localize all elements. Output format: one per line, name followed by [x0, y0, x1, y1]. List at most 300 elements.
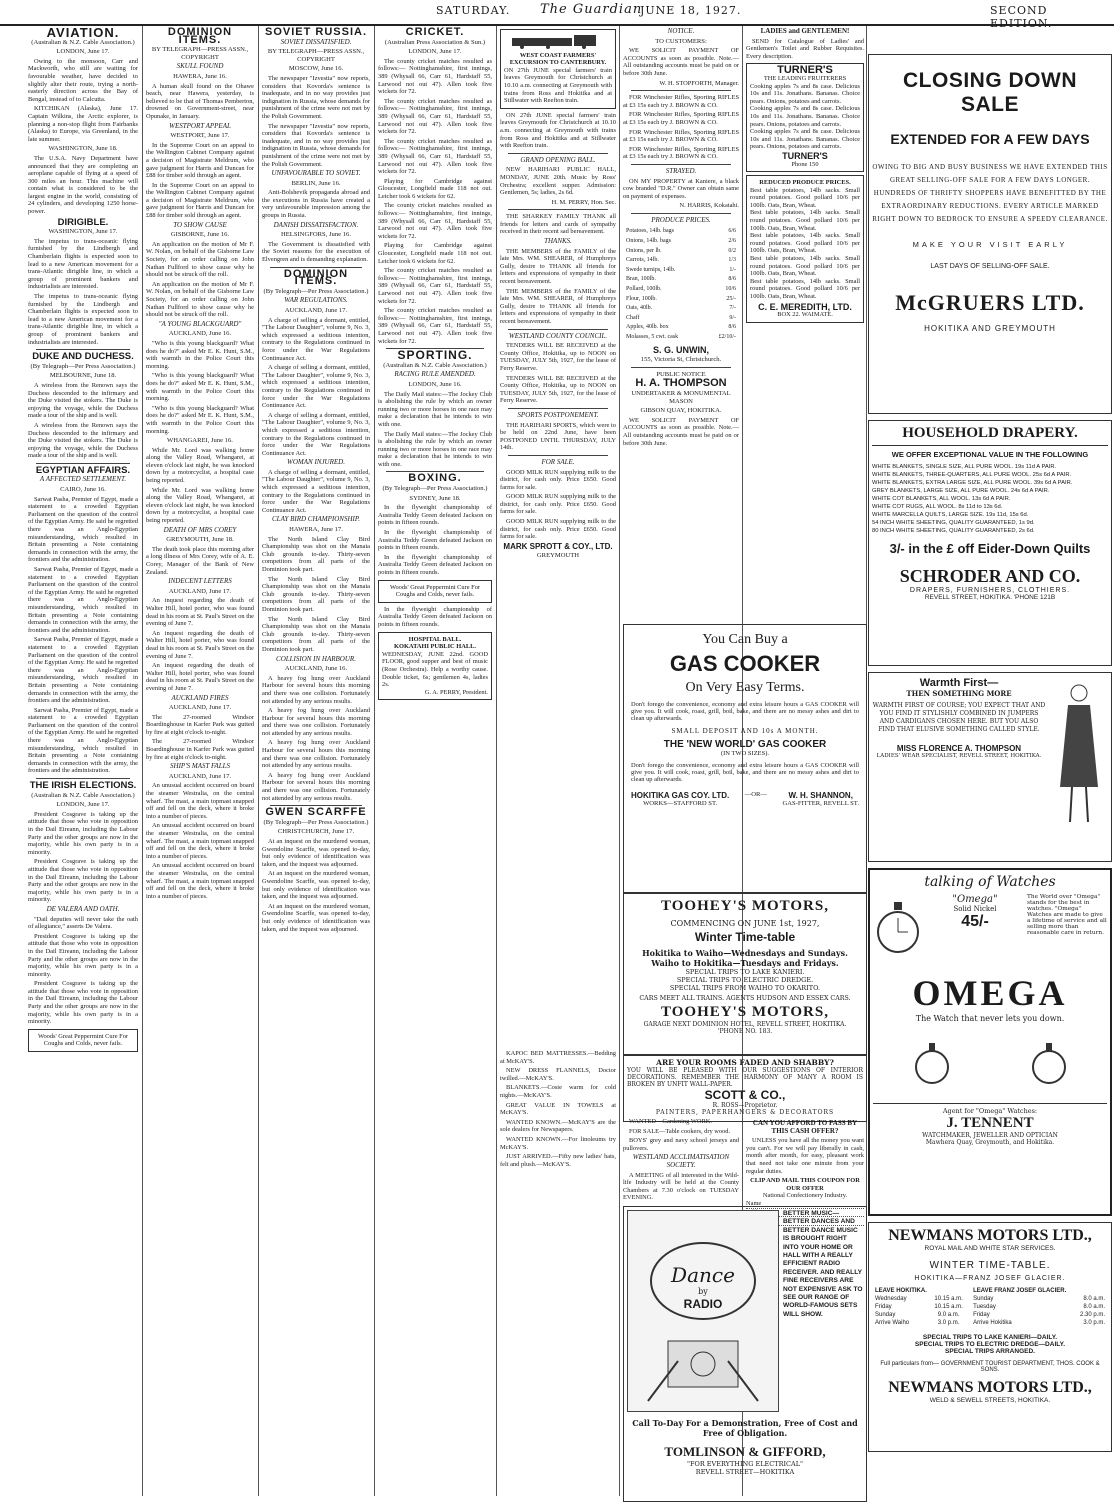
toohey-title: TOOHEY'S MOTORS,	[661, 898, 829, 914]
closing-visit: MAKE YOUR VISIT EARLY	[912, 240, 1068, 249]
strayed-signature: N. HARRIS, Kokatahi.	[679, 202, 739, 210]
gas-body: Don't forego the convenience, economy and extra leisure hours a GAS COOKER will give you. It will cook, roast, grill, boil, bake, and there are no messy ashes and dirt to clean up afterwards.	[631, 701, 859, 722]
toohey-garage: GARAGE NEXT DOMINION HOTEL, REVELL STREET, HOKITIKA.	[643, 1021, 847, 1028]
article-paragraph: A MEETING of all interested in the Wild-life Industry will be held at the County Chambers at 7.30 o'clock on TUESDAY EVENING.	[623, 1171, 739, 1202]
article-paragraph: THE MEMBERS of the FAMILY of the late Mrs. WM. SHEARER, of Humphreys Gully, desire to THANK all friends for letters and expressions of sympathy in their recent bereavement.	[500, 287, 616, 325]
column-mckay	[500, 1050, 616, 1210]
gas-model-sub: (IN TWO SIZES).	[720, 750, 770, 757]
dateline: CAIRO, June 16.	[60, 486, 106, 494]
article-paragraph: A charge of selling a dormant, entitled, "The Labour Daughter", volume 9, No. 3, which expressed a seditious intention, contrary to the Regulations continued in force under the War Regulations Continuance Act.	[262, 468, 370, 514]
turners-phone: Phone 150	[791, 160, 819, 168]
article-paragraph: FOR Winchester Rifles, Sporting RIFLES at £3 15s each try J. BROWN & CO.	[623, 94, 739, 109]
subheading: WESTPORT APPEAL	[169, 121, 231, 130]
tennent-address: Mawhera Quay, Greymouth, and Hokitika.	[925, 1139, 1055, 1146]
dateline: GREYMOUTH, June 18.	[166, 536, 234, 544]
article-paragraph: A charge of selling a dormant, entitled, "The Labour Daughter", volume 9, No. 3, which expressed a seditious intention, contrary to the Regulations continued in force under the War Regulations Continuance Act.	[262, 411, 370, 457]
article-paragraph: UNLESS you have all the money you want you can't. For we will pay liberally in cash, month after month, for easy, pleasant work that need not take one minute from your regular duties.	[746, 1137, 864, 1175]
article-paragraph: The impetus to trans-oceanic flying furnished by the Lindbergh and Chamberlain flights is expected soon to lead to a new American movement for a trans-Atlantic dirigible line, in which a group of prominent bankers and industrialists are interested.	[28, 237, 138, 291]
article-paragraph: The county cricket matches resulted as follows:— Nottinghamshire, first innings, 389 (Whysall 66, Carr 61, Hardstaff 55, Larwood not out 47). Allen took five wickets for 72.	[378, 202, 492, 240]
meredith-name: C. E. MEREDITH, LTD.	[758, 301, 852, 312]
subheading: RACING RULE AMENDED.	[394, 370, 476, 379]
subheading: UNFAVOURABLE TO SOVIET.	[271, 169, 361, 178]
article-paragraph: Sarwat Pasha, Premier of Egypt, made a statement to a crowded Egyptian Parliament on the question of the control of the Egyptian Army. He said he regretted there was an Anglo-Egyptian misunderstanding, which resulted in Britain presenting a Note containing demands in connection with the army, the frontiers and the administration.	[28, 706, 138, 775]
toohey-special-2: SPECIAL TRIPS TO ELECTRIC DREDGE.	[676, 976, 814, 984]
aviation-heading: AVIATION.	[46, 25, 120, 40]
article-paragraph: WANTED KNOWN.—McKAY'S are the sole dealers for Newspapers.	[500, 1118, 616, 1134]
article-paragraph: NEW DRESS FLANNELS, Doctor twilled.—McKAY'S.	[500, 1067, 616, 1082]
article-paragraph: Anti-Bolshevik propaganda abroad and the executions in Russia have created a very unfavourable impression among the groups in Russia.	[262, 189, 370, 220]
article-paragraph: The North Island Clay Bird Championship was shot on the Manaia Club grounds to-day. Thirty-seven competitors from all parts of the Dominion took part.	[262, 615, 370, 653]
closing-title: CLOSING DOWN SALE	[903, 69, 1077, 116]
drapery-title: HOUSEHOLD DRAPERY.	[872, 425, 1108, 446]
dateline: HAWERA, June 17.	[289, 526, 343, 534]
article-paragraph: THE SHARKEY FAMILY THANK all friends for letters and cards of sympathy received in their recent sad bereavement.	[500, 213, 616, 236]
article-paragraph: In the flyweight championship of Australia Teddy Green defeated Jackson on points in fifteen rounds.	[378, 529, 492, 552]
scott-name: SCOTT & CO.,	[704, 1088, 786, 1102]
article-paragraph: GOOD MILK RUN supplying milk to the district, for cash only. Price £650. Good farms for sale.	[500, 468, 616, 491]
closing-last: LAST DAYS OF SELLING-OFF SALE.	[930, 263, 1050, 270]
newmans-address: WELD & SEWELL STREETS, HOKITIKA.	[929, 1397, 1051, 1404]
toohey-special-1: SPECIAL TRIPS TO LAKE KANIERI.	[685, 968, 805, 976]
article-paragraph: President Cosgrave is taking up the attitude that those who vote in opposition in the Dail Eireann, including the Labour Party and the other groups are now in the majority, while his own party is in a minority.	[28, 980, 138, 1026]
public-notice-label: PUBLIC NOTICE	[656, 370, 706, 378]
article-paragraph: "Who is this young blackguard? What does he do?" asked Mr E. K. Hunt, S.M., with warmth in the Police Court this morning.	[146, 339, 254, 370]
gas-line-2: GAS COOKER	[669, 651, 821, 676]
dateline: CHRISTCHURCH, June 17.	[277, 828, 355, 836]
reduced-prices-ad	[746, 175, 864, 323]
article-paragraph: KITCHIKAN (Alaska), June 17. Captain Wilkins, the Arctic explorer, is planning a non-stop flight from Fairbanks (Alaska) to Europe, via Greenland, in the late summer.	[28, 105, 138, 143]
article-paragraph: A heavy fog hung over Auckland Harbour for several hours this morning and there was one collision. Fortunately not attended by any serious results.	[262, 771, 370, 802]
dominion-heading-2: DOMINION ITEMS.	[283, 267, 349, 288]
mcgruers-name: McGRUERS LTD.	[895, 290, 1085, 315]
article-paragraph: In the flyweight championship of Australia Teddy Green defeated Jackson on points in fifteen rounds.	[378, 504, 492, 527]
schroder-name: SCHRODER AND CO.	[899, 566, 1081, 586]
article-paragraph: Owing to the monsoon, Carr and Mackworth, who still are waiting for favourable weather, have decided to slightly alter their route, trying a north-easterly direction across the Bay of Bengal, instead of to Calcutta.	[28, 57, 138, 103]
notice-heading: NOTICE.	[667, 27, 695, 35]
article-paragraph: GREAT VALUE IN TOWELS at McKAY'S.	[500, 1101, 616, 1117]
article-paragraph: ON 27th JUNE special farmers' train leaves Greymouth for Christchurch at 10.10 a.m. connecting at Greymouth with trains from Ross and Hokitika and at Stillwater with Reefton train.	[500, 111, 616, 150]
article-paragraph: In the Supreme Court on an appeal to the Wellington Cabinet Company against a decision of Magistrate Meldrum, who gave judgment for Harris and Duncan for £88 for timber sold through an agent.	[146, 181, 254, 220]
column-sport	[378, 26, 492, 1496]
thompson-shop-name: MISS FLORENCE A. THOMPSON	[896, 744, 1022, 753]
newmans-special-3: SPECIAL TRIPS ARRANGED.	[945, 1348, 1035, 1355]
gas-deposit: SMALL DEPOSIT AND 10s A MONTH.	[671, 727, 819, 735]
pocket-watch-icon	[912, 1033, 952, 1093]
omega-brand-small: "Omega"	[952, 894, 998, 905]
turners-list: Cooking apples 7s and 8s case. Delicious 10s and 11s. Jonathans. Bananas. Choice pears. Onions, potatoes and carrots.	[750, 128, 860, 151]
excursion-ad	[500, 29, 616, 109]
notice-to: TO CUSTOMERS:	[655, 37, 707, 45]
thanks-heading: THANKS.	[544, 237, 572, 246]
scott-trades: PAINTERS, PAPERHANGERS & DECORATORS	[655, 1109, 835, 1116]
radio-firm-sub: "FOR EVERYTHING ELECTRICAL"	[686, 1460, 804, 1468]
article-paragraph: The county cricket matches resulted as follows:— Nottinghamshire, first innings, 389 (Whysall 66, Carr 61, Hardstaff 55, Larwood not out 47). Allen took five wickets for 72.	[378, 307, 492, 345]
ball-title: HOSPITAL BALL.	[408, 635, 462, 643]
closing-body: OWING TO BIG AND BUSY BUSINESS WE HAVE EXTENDED THIS GREAT SELLING-OFF SALE FOR A FEW DAYS LONGER. HUNDREDS OF THRIFTY SHOPPERS HAVE BENEFITTED BY THE EXTRAORDINARY REDUCTIONS. EVERY ARTICLE MARKED RIGHT DOWN TO BEDROCK TO ENSURE A SPEEDY CLEARANCE.	[872, 163, 1108, 223]
dateline: LONDON, June 17.	[56, 801, 110, 809]
subheading: CLAY BIRD CHAMPIONSHIP.	[272, 515, 360, 524]
blanket-item: WHITE BLANKETS, EXTRA LARGE SIZE, ALL PURE WOOL. 39s 6d A PAIR.	[872, 480, 1073, 486]
article-paragraph: ON MY PROPERTY at Kaniere, a black cow branded "D.R." Owner can obtain same on payment of expenses.	[623, 177, 739, 200]
dateline: LONDON, June 17.	[56, 48, 110, 56]
sports-heading: SPORTS POSTPONEMENT.	[517, 410, 599, 419]
gas-fitter-sub: GAS-FITTER, REVELL ST.	[782, 800, 859, 807]
schroder-address: REVELL STREET, HOKITIKA. 'PHONE 121B	[924, 594, 1056, 601]
coupon-company: National Confectionery Industry.	[762, 1192, 848, 1200]
article-paragraph: GOOD MILK RUN supplying milk to the district, for cash only. Price £650. Good farms for sale.	[500, 493, 616, 516]
article-paragraph: The Government is dissatisfied with the Soviet reasons for the execution of Elvengren and is demanding explanation.	[262, 240, 370, 264]
article-paragraph: The impetus to trans-oceanic flying furnished by the Lindbergh and Chamberlain flights is expected soon to lead to a new American movement for a trans-Atlantic dirigible line, in which a group of prominent bankers and industrialists are interested.	[28, 293, 138, 346]
council-heading: WESTLAND COUNTY COUNCIL.	[508, 331, 608, 340]
article-paragraph: An unusual accident occurred on board the steamer Westralia, on the central wharf. The mast, a main topmast snapped off and fell on the deck, where it broke into a number of pieces.	[146, 782, 254, 820]
column-notices-2	[623, 26, 739, 646]
radio-word: RADIO	[683, 1297, 723, 1311]
blanket-item: WHITE COT RUGS, ALL WOOL. 8s 11d to 13s 6d.	[872, 504, 1003, 510]
article-paragraph: Playing for Cambridge against Gloucester, Longfield made 118 not out. Letcher took 6 wickets for 62.	[378, 177, 492, 200]
subheading: "A YOUNG BLACKGUARD"	[158, 319, 242, 328]
subheading: INDECENT LETTERS	[168, 577, 232, 586]
peppermint-cure-ad: Woods' Great Peppermint Cure For Coughs and Colds, never fails.	[378, 580, 492, 603]
blanket-item: 80 INCH WHITE SHEETING, QUALITY GUARANTEED, 2s 6d.	[872, 528, 1035, 534]
article-paragraph: TENDERS WILL BE RECEIVED at the County Office, Hokitika, up to NOON on TUESDAY, JULY 5th, 1927, for the lease of Ferry Reserve.	[500, 374, 616, 405]
subheading: DEATH OF MRS COREY	[163, 525, 237, 534]
newmans-sub: ROYAL MAIL AND WHITE STAR SERVICES.	[924, 1245, 1056, 1252]
dateline: AUCKLAND, June 17.	[168, 587, 232, 595]
dateline: LONDON, June 17.	[408, 48, 462, 56]
article-paragraph: The North Island Clay Bird Championship was shot on the Manaia Club grounds to-day. Thirty-seven competitors from all parts of the Dominion took part.	[262, 535, 370, 573]
newmans-winter: WINTER TIME-TABLE.	[929, 1260, 1051, 1271]
dateline: HAWERA, June 16.	[173, 72, 227, 80]
coupon-cut: CLIP AND MAIL THIS COUPON FOR OUR OFFER	[750, 1177, 860, 1192]
produce-heading: PRODUCE PRICES.	[651, 215, 711, 224]
article-paragraph: In the flyweight championship of Australia Teddy Green defeated Jackson on points in fifteen rounds.	[378, 553, 492, 576]
dateline: LONDON, June 16.	[408, 380, 462, 388]
article-paragraph: An application on the motion of Mr F. W. Nolan, on behalf of the Gisborne Law Society, for an order calling on John Nathan Fullford to show cause why he should not be struck off the roll.	[146, 240, 254, 279]
tennent-trade: WATCHMAKER, JEWELLER AND OPTICIAN	[922, 1132, 1058, 1139]
article-paragraph: An unusual accident occurred on board the steamer Westralia, on the central wharf. The mast, a main topmast snapped off and fell on the deck, where it broke into a number of pieces.	[146, 862, 254, 900]
omega-headline: talking of Watches	[924, 874, 1056, 890]
article-paragraph: BOYS' grey and navy school jerseys and pullovers.	[623, 1137, 739, 1152]
newmans-name: NEWMANS MOTORS LTD.,	[888, 1227, 1092, 1244]
issue-date: JUNE 18, 1927.	[640, 4, 742, 17]
article-paragraph: A heavy fog hung over Auckland Harbour for several hours this morning and there was one collision. Fortunately not attended by any serious results.	[262, 674, 370, 705]
blanket-item: GREY BLANKETS, LARGE SIZE, ALL PURE WOOL. 24s 6d A PAIR.	[872, 488, 1050, 494]
sprott-name: MARK SPROTT & COY., LTD.	[503, 541, 613, 551]
dateline: WESTPORT, June 17.	[170, 132, 230, 140]
article-paragraph: An unusual accident occurred on board the steamer Westralia, on the central wharf. The mast, a main topmast snapped off and fell on the deck, where it broke into a number of pieces.	[146, 822, 254, 860]
toohey-phone: 'PHONE NO. 183.	[717, 1028, 773, 1035]
radio-side-text: BETTER MUSIC—BETTER DANCES AND BETTER DANCE MUSIC IS BROUGHT RIGHT INTO YOUR HOME OR HALL WITH A REALLY EFFICIENT RADIO RECEIVER. AND REALLY FINE RECEIVERS ARE NOT EXPENSIVE ASK TO SEE OUR RANGE OF WORLD-FAMOUS SETS WILL SHOW.	[783, 1210, 863, 1318]
eiderdown-offer: 3/- in the £ off Eider-Down Quilts	[889, 541, 1091, 556]
subheading: AUCKLAND FIRES	[171, 693, 229, 702]
article-paragraph: An inquest regarding the death of Walter Hill, hotel porter, who was found dead in his room at St. Paul's Street on the evening of June 7.	[146, 629, 255, 660]
dominion-heading: DOMINION ITEMS.	[167, 26, 233, 46]
article-paragraph: JUST ARRIVED.—Fifty new ladies' hats, felt and plush.—McKAY'S.	[500, 1153, 616, 1168]
turners-title-footer: TURNER'S	[782, 150, 828, 161]
reduced-body: Best table potatoes, 14lb sacks. Small round potatoes. Good pollard 10/6 per 100lb. Oats, Bran, Wheat.	[750, 209, 860, 232]
newmans-timetable: LEAVE HOKITIKA. LEAVE FRANZ JOSEF GLACIER. Wednesday 10.15 a.m. Sunday 8.0 a.m. Friday 10.15 a.m. Tuesday 8.0 a.m. Sunday 9.0 a.m. Friday 2.30 p.m. Arrive Waiho 3.0 p.m. Arrive Hokitika 3.0 p.m.	[875, 1288, 1105, 1326]
warmth-body: WARMTH FIRST OF COURSE; YOU EXPECT THAT AND YOU FIND IT STYLISHLY COMBINED IN JUMPERS AND CARDIGANS CHOSEN HERE. BUT YOU ALSO FIND THAT ELUSIVE SOMETHING CALLED STYLE.	[872, 702, 1046, 733]
newmans-special-2: SPECIAL TRIPS TO ELECTRIC DREDGE—DAILY.	[914, 1341, 1066, 1348]
toohey-motors-ad	[623, 892, 867, 1056]
egypt-subheading: A AFFECTED SETTLEMENT.	[39, 475, 127, 484]
article-paragraph: TENDERS WILL BE RECEIVED at the County Office, Hokitika, up to NOON on TUESDAY, JULY 5th, 1927, for the lease of Ferry Reserve.	[500, 342, 616, 372]
dirigible-heading: DIRIGIBLE.	[57, 216, 109, 228]
article-paragraph: WE SOLICIT PAYMENT OF ACCOUNTS as soon as possible. Note.—All outstanding accounts must be paid on or before 30th June.	[623, 416, 739, 447]
article-paragraph: The U.S.A. Navy Department have announced that they are completing an aeroplane capable of flying at a speed of 300 miles an hour. This machine will contain what is considered to be the largest engine in the world, consisting of 24 cylinders, and developing 1250 horse-power.	[28, 154, 138, 216]
dateline: MELBOURNE, June 18.	[49, 372, 117, 380]
article-paragraph: NEW HARIHARI PUBLIC HALL, MONDAY, JUNE 20th. Music by Ross' Orchestra; excellent supper. Admission: Gentlemen, 5s; ladies, 2s 6d.	[500, 166, 616, 197]
source-line: (Australian & N.Z. Cable Association.)	[31, 791, 135, 799]
toohey-timetable: Winter Time-table	[694, 930, 796, 944]
radio-firm-address: REVELL STREET—HOKITIKA	[695, 1468, 795, 1476]
soviet-heading: SOVIET RUSSIA.	[264, 26, 368, 38]
dateline: BERLIN, June 16.	[291, 179, 341, 187]
source-line: (By Telegraph—Per Press Association.)	[382, 485, 488, 493]
toohey-special-3: SPECIAL TRIPS FROM WAIHO TO OKARITO.	[669, 984, 821, 992]
source-line: BY TELEGRAPH—PRESS ASSN., COPYRIGHT	[267, 48, 365, 63]
article-paragraph: Sarwat Pasha, Premier of Egypt, made a statement to a crowded Egyptian Parliament on the question of the control of the Egyptian Army. He said he regretted there was an Anglo-Egyptian misunderstanding, which resulted in Britain presenting a Note containing demands in connection with the army, the frontiers and the administration.	[28, 495, 138, 564]
tennent-name: J. TENNENT	[946, 1115, 1034, 1131]
dancers-illustration-icon	[628, 1211, 778, 1411]
article-paragraph: THE HARIHARI SPORTS, which were to be held on 22nd June, have been POSTPONED UNTIL THURSDAY, JULY 14th.	[500, 421, 616, 452]
strayed-heading: STRAYED.	[665, 166, 697, 175]
warmth-first-ad	[868, 672, 1112, 862]
dateline: AUCKLAND, June 16.	[284, 665, 348, 673]
column-notices-3	[746, 26, 864, 646]
gas-line-1: You Can Buy a	[702, 632, 788, 647]
blanket-item: WHITE COT BLANKETS, ALL WOOL. 13s 6d A PAIR.	[872, 496, 1011, 502]
sprott-town: GREYMOUTH	[536, 552, 580, 560]
blanket-item: WHITE MARCELLA QUILTS, LARGE SIZE. 19s 11d, 15s 6d.	[872, 512, 1029, 518]
duke-heading: DUKE AND DUCHESS.	[32, 351, 134, 363]
dateline: WASHINGTON, June 18.	[48, 145, 118, 153]
article-paragraph: FOR Winchester Rifles, Sporting RIFLES at £3 15s each try J. BROWN & CO.	[623, 111, 739, 126]
warmth-sub: THEN SOMETHING MORE	[906, 689, 1012, 698]
article-paragraph: A charge of selling a dormant, entitled, "The Labour Daughter", volume 9, No. 3, which expressed a seditious intention, contrary to the Regulations continued in force under the War Regulations Continuance Act.	[262, 364, 370, 410]
article-paragraph: In the Supreme Court on an appeal to the Wellington Cabinet Company against a decision of Magistrate Meldrum, who gave judgment for Harris and Duncan for £88 for timber sold through an agent.	[146, 141, 254, 180]
toohey-title-2: TOOHEY'S MOTORS,	[661, 1004, 829, 1020]
article-paragraph: A wireless from the Renown says the Duchess descended to the infirmary and the Duke visited the stokers. The Duke is enjoying the voyage, while the Duchess made a tour of the ship and is well.	[28, 381, 138, 420]
dateline: MOSCOW, June 16.	[288, 65, 344, 73]
boxing-heading: BOXING.	[408, 472, 462, 485]
thompson-trade: UNDERTAKER & MONUMENTAL MASON	[631, 389, 731, 405]
article-paragraph: A heavy fog hung over Auckland Harbour for several hours this morning and there was one collision. Fortunately not attended by any serious results.	[262, 707, 370, 737]
closing-extended: EXTENDED FOR A FEW DAYS	[890, 131, 1090, 147]
omega-price: 45/-	[961, 913, 989, 930]
column-news-1	[28, 26, 138, 1496]
gas-line-3: On Very Easy Terms.	[685, 680, 805, 695]
blanket-item: 54 INCH WHITE SHEETING, QUALITY GUARANTEED, 1s 9d.	[872, 520, 1035, 526]
ball-signature: G. A. PERRY, President.	[424, 688, 488, 696]
right-advert-column	[868, 26, 1112, 1458]
dateline: GISBORNE, June 16.	[170, 231, 230, 239]
article-paragraph: The county cricket matches resulted as follows:— Nottinghamshire, first innings, 389 (Whysall 66, Carr 61, Hardstaff 55, Larwood not out 47). Allen took five wickets for 72.	[378, 137, 492, 176]
article-paragraph: The county cricket matches resulted as follows:— Nottinghamshire, first innings, 389 (Whysall 66, Carr 61, Hardstaff 55, Larwood not out 47). Allen took five wickets for 72.	[378, 97, 492, 136]
subheading: SOVIET DISSATISFIED.	[280, 37, 352, 46]
article-paragraph: SEND for Catalogue of Ladies' and Gentlemen's Toilet and Rubber Requisites. Every description.	[746, 37, 864, 60]
source-line: (By Telegraph—Per Press Association.)	[30, 362, 136, 370]
subheading: TO SHOW CAUSE	[173, 220, 227, 229]
source-line: (Australian Press Association & Sun.)	[384, 38, 486, 46]
article-paragraph: The death took place this morning after a long illness of Mrs Corey, wife of A. E. Corey, Manager of the Bank of New Zealand.	[146, 545, 254, 576]
ball-heading: GRAND OPENING BALL.	[520, 155, 596, 164]
newmans-motors-ad	[868, 1222, 1112, 1452]
produce-table: Potatoes, 14lb. bags 6/6 Onions, 14lb. bags 2/6 Onions, per lb. 0/2 Carrots, 14lb. 1/3 Swede turnips, 14lb. 1/- Bran, 100lb. 8/6 Pollard, 100lb. 10/6 Flour, 100lb. 25/- Oats, 40lb. 7/- Chaff 9/- Apples, 40lb. box 8/6 Molasses, 5 cwt. cask £2/10/-	[626, 228, 736, 340]
article-paragraph: The newspaper "Izvestia" now reports, considers that Kovorda's sentence is inadequate, and in no way provides just indignation in Russia, whose demands for punishment of the crime were not met by the Polish Government.	[262, 74, 370, 120]
radio-call: Call To-Day For a Demonstration, Free of Cost and Free of Obligation.	[632, 1418, 858, 1438]
train-icon	[508, 33, 608, 49]
mcgruers-towns: HOKITIKA AND GREYMOUTH	[924, 324, 1056, 333]
coupon-name-field: Name	[746, 1200, 864, 1209]
article-paragraph: An inquest regarding the death of Walter Hill, hotel porter, who was found dead in his room at St. Paul's Street on the evening of June 7.	[146, 597, 255, 628]
article-paragraph: President Cosgrave is taking up the attitude that those who vote in opposition in the Dail Eireann, including the Labour Party and the other groups are now in the majority, while his own party is in a minority.	[28, 858, 138, 904]
dateline: AUCKLAND, June 17.	[284, 307, 348, 314]
blanket-item: WHITE BLANKETS, SINGLE SIZE, ALL PURE WOOL. 19s 11d A PAIR.	[872, 464, 1057, 470]
radio-illustration	[627, 1210, 779, 1412]
cricket-heading: CRICKET.	[405, 26, 465, 38]
closing-sale-ad	[868, 54, 1112, 414]
column-wanted	[623, 1118, 739, 1200]
article-paragraph: The newspaper "Izvestia" now reports, considers that Kovorda's sentence is inadequate, and in no way provides just indignation in Russia, whose demands for punishment of the crime were not met by the Polish Government.	[262, 122, 370, 168]
article-paragraph: The county cricket matches resulted as follows:— Nottinghamshire, first innings, 389 (Whysall 66, Carr 61, Hardstaff 55, Larwood not out 47). Allen took five wickets for 72.	[378, 57, 492, 96]
source-line: BY TELEGRAPH—PRESS ASSN., COPYRIGHT	[151, 46, 249, 61]
toohey-route-2: Waiho to Hokitika—Tuesdays and Fridays.	[651, 958, 839, 968]
article-paragraph: While Mr. Lord was walking home along the Valley Road, Whangarei, at eleven o'clock last night, he was knocked down by a motorcyclist, a hospital case being reported.	[146, 486, 254, 525]
blanket-list	[872, 463, 1108, 535]
omega-nickel: Solid Nickel	[953, 905, 997, 913]
article-paragraph: FOR Winchester Rifles, Sporting RIFLES at £3 15s each try J. BROWN & CO.	[623, 145, 739, 161]
excursion-details: ON 27th JUNE special farmers' train leaves Greymouth for Christchurch at 10.10 a.m. connecting at Greymouth with trains from Ross and Hokitika and at Stillwater with Reefton train.	[504, 66, 612, 105]
article-paragraph: An application on the motion of Mr F. W. Nolan, on behalf of the Gisborne Law Society, for an order calling on John Nathan Fullford to show cause why he should not be struck off the roll.	[146, 280, 254, 319]
article-paragraph: Sarwat Pasha, Premier of Egypt, made a statement to a crowded Egyptian Parliament on the question of the control of the Egyptian Army. He said he regretted there was an Anglo-Egyptian misunderstanding, which resulted in Britain presenting a Note containing demands in connection with the army, the frontiers and the administration.	[28, 636, 138, 705]
radio-firm: TOMLINSON & GIFFORD,	[664, 1444, 826, 1459]
article-paragraph: President Cosgrave is taking up the attitude that those who vote in opposition in the Dail Eireann, including the Labour Party and the other groups are now in the majority, while his own party is in a minority.	[28, 932, 138, 978]
column-notices-1	[500, 26, 616, 1496]
article-paragraph: WE SOLICIT PAYMENT OF ACCOUNTS as soon as possible. Note.—All outstanding accounts must be paid on or before 30th June.	[623, 47, 739, 77]
toohey-cars: CARS MEET ALL TRAINS. AGENTS HUDSON AND ESSEX CARS.	[639, 995, 851, 1002]
radio-by: by	[698, 1287, 708, 1296]
article-paragraph: The Daily Mail states:—The Jockey Club is abolishing the rule by which an owner running two or more horses in one race may make a declaration that he intends to win with one.	[378, 430, 492, 468]
article-paragraph: A heavy fog hung over Auckland Harbour for several hours this morning and there was one collision. Fortunately not attended by any serious results.	[262, 739, 370, 770]
article-paragraph: At an inquest on the murdered woman, Gwendoline Scarffe, was opened to-day, but only evidence of identification was taken, and the inquest was adjourned.	[262, 902, 370, 933]
notice-signature: W. H. STOPFORTH, Manager.	[659, 79, 739, 87]
article-paragraph: WANTED KNOWN.—For linoleums try McKAY'S.	[500, 1135, 616, 1151]
egypt-heading: EGYPTIAN AFFAIRS.	[35, 464, 131, 476]
meredith-box: BOX 22. WAIMATE.	[777, 311, 833, 319]
sporting-heading: SPORTING.	[397, 348, 473, 363]
irish-heading: THE IRISH ELECTIONS.	[29, 780, 137, 792]
acclim-heading: WESTLAND ACCLIMATISATION SOCIETY.	[632, 1153, 730, 1169]
newmans-particulars: Full particulars from— GOVERNMENT TOURIST DEPARTMENT, THOS. COOK & SONS.	[880, 1361, 1100, 1373]
paper-name: The Guardian	[540, 2, 643, 17]
source-line: (Australian & N.Z. Cable Association.)	[31, 38, 135, 46]
newmans-special-1: SPECIAL TRIPS TO LAKE KANIERI—DAILY.	[922, 1334, 1058, 1341]
masthead	[0, 0, 1114, 30]
subheading: DANISH DISSATISFACTION.	[273, 220, 359, 229]
gas-company-sub: WORKS—STAFFORD ST.	[643, 800, 718, 807]
scott-body: YOU WILL BE PLEASED WITH OUR SUGGESTIONS OF INTERIOR DECORATIONS. REMEMBER THE HARMONY OF MANY A ROOM IS BROKEN BY UNFIT WALL-PAPER.	[627, 1067, 863, 1088]
ladies-heading: LADIES and GENTLEMEN!	[760, 27, 850, 35]
article-paragraph: At an inquest on the murdered woman, Gwendoline Scarffe, was opened to-day, but only evidence of identification was taken, and the inquest was adjourned.	[262, 870, 370, 901]
unwin-address: 155, Victoria St, Christchurch.	[640, 356, 722, 364]
turners-title: TURNER'S	[777, 64, 833, 77]
turners-list: Cooking apples 7s and 8s case. Delicious 10s and 11s. Jonathans. Bananas. Choice pears. Onions, potatoes and carrots.	[750, 105, 860, 128]
reduced-body: Best table potatoes, 14lb sacks. Small round potatoes. Good pollard 10/6 per 100lb. Oats, Bran, Wheat.	[750, 186, 860, 209]
article-paragraph: WANTED—Gardening WORK.	[629, 1118, 712, 1125]
thompson-name: H. A. THOMPSON	[635, 377, 727, 390]
article-paragraph: A charge of selling a dormant, entitled, "The Labour Daughter", volume 9, No. 3, which expressed a seditious intention, contrary to the Regulations continued in force under the War Regulations Continuance Act.	[262, 316, 370, 362]
source-line: (Australian & N.Z. Cable Association.)	[383, 361, 487, 369]
source-line: (By Telegraph—Per Press Association.)	[263, 818, 369, 826]
article-paragraph: President Cosgrave is taking up the attitude that those who vote in opposition in the Dail Eireann, including the Labour Party and the other groups are now in the majority, while his own party is in a minority.	[28, 810, 138, 856]
sale-heading: FOR SALE.	[541, 457, 575, 466]
radio-dance: Dance	[671, 1263, 735, 1287]
ball-signature: H. M. PERRY, Hon. Sec.	[551, 198, 616, 206]
article-paragraph: A human skull found on the Ohawe beach, near Hawera, yesterday, is believed to be that of Thomas Pemberton, drowned on Government-street, near Opunake, in January.	[146, 82, 254, 120]
peppermint-cure-ad: Woods' Great Peppermint Cure For Coughs and Colds, never fails.	[28, 1029, 138, 1052]
newmans-name-2: NEWMANS MOTORS LTD.,	[888, 1379, 1092, 1396]
toohey-route-1: Hokitika to Waiho—Wednesdays and Sundays.	[642, 948, 848, 958]
subheading: COLLISION IN HARBOUR.	[276, 654, 356, 663]
article-paragraph: GOOD MILK RUN supplying milk to the district, for cash only. Price £650. Good farms for sale.	[500, 518, 616, 541]
article-paragraph: A wireless from the Renown says the Duchess descended to the infirmary and the Duke visited the stokers. The Duke is enjoying the voyage, while the Duchess made a tour of the ship and is well.	[28, 421, 138, 460]
dateline: HELSINGFORS, June 16.	[281, 231, 351, 239]
toohey-commencing: COMMENCING ON JUNE 1st, 1927,	[670, 919, 820, 928]
hospital-ball-ad	[378, 632, 492, 701]
ball-venue: KOKATAHI PUBLIC HALL.	[394, 643, 476, 651]
warmth-title: Warmth First—	[919, 677, 999, 689]
article-paragraph: In the flyweight championship of Australia Teddy Green defeated Jackson on points in fifteen rounds.	[378, 605, 492, 628]
reduced-body: Best table potatoes, 14lb sacks. Small round potatoes. Good pollard 10/6 per 100lb. Oats, Bran, Wheat.	[750, 255, 860, 278]
blanket-item: WHITE BLANKETS, THREE-QUARTERS, ALL PURE WOOL. 25s 6d A PAIR.	[872, 472, 1072, 478]
article-paragraph: The county cricket matches resulted as follows:— Nottinghamshire, first innings, 389 (Whysall 66, Carr 61, Hardstaff 55, Larwood not out 47). Allen took five wickets for 72.	[378, 267, 492, 305]
gas-fitter: W. H. SHANNON,	[788, 791, 853, 800]
article-paragraph: "Who is this young blackguard? What does he do?" asked Mr E. K. Hunt, S.M., with warmth in the Police Court this morning.	[146, 404, 254, 435]
gas-body-2: Don't forego the convenience, economy and extra leisure hours a GAS COOKER will give you. It will cook, roast, grill, boil, bake, and there are no messy ashes and dirt to clean up afterwards.	[631, 762, 859, 783]
thompson-address: GIBSON QUAY, HOKITIKA.	[640, 407, 722, 415]
thompson-shop-sub: LADIES' WEAR SPECIALIST, REVELL STREET, HOKITIKA.	[876, 753, 1042, 759]
issue-day: SATURDAY.	[436, 4, 511, 17]
fashion-figure-icon	[1050, 677, 1108, 827]
scott-title: ARE YOUR ROOMS FADED AND SHABBY?	[656, 1058, 834, 1067]
radio-ad	[623, 1206, 867, 1502]
drapery-value: WE OFFER EXCEPTIONAL VALUE IN THE FOLLOWING	[891, 450, 1089, 459]
dateline: WASHINGTON, June 17.	[48, 228, 118, 236]
article-paragraph: The Daily Mail states:—The Jockey Club is abolishing the rule by which an owner running two or more horses in one race may make a declaration that he intends to win with one.	[378, 390, 492, 428]
article-paragraph: The North Island Clay Bird Championship was shot on the Manaia Club grounds to-day. Thirty-seven competitors from all parts of the Dominion took part.	[262, 575, 370, 613]
column-soviet-russia	[262, 26, 370, 1496]
source-line: (By Telegraph—Per Press Association.)	[263, 287, 369, 295]
article-paragraph: While Mr. Lord was walking home along the Valley Road, Whangarei, at eleven o'clock last night, he was knocked down by a motorcyclist, a hospital case being reported.	[146, 446, 254, 485]
omega-agent: Agent for "Omega" Watches:	[873, 1103, 1107, 1115]
reduced-body: Best table potatoes, 14lb sacks. Small round potatoes. Good pollard 10/6 per 100lb. Oats, Bran, Wheat.	[750, 232, 860, 255]
article-paragraph: THE MEMBERS of the FAMILY of the late Mrs. WM. SHEARER, of Humphreys Gully, desire to THANK all friends for letters and expressions of sympathy in their recent bereavement.	[500, 247, 616, 286]
watch-icon	[873, 894, 923, 964]
dateline: AUCKLAND, June 16.	[168, 330, 232, 338]
edition-label: SECOND EDITION.	[990, 4, 1053, 30]
scott-owner: R. ROSS—Proprietor.	[712, 1102, 778, 1109]
scott-decorators-ad	[623, 1054, 867, 1122]
unwin-name: S. G. UNWIN,	[653, 344, 709, 355]
article-paragraph: The 27-roomed Windsor Boardinghouse in Karfer Park was gutted by fire at eight o'clock to-night.	[146, 713, 254, 736]
turners-ad	[746, 63, 864, 172]
schroder-trades: DRAPERS, FURNISHERS, CLOTHIERS.	[909, 587, 1071, 594]
dateline: AUCKLAND, June 17.	[168, 772, 232, 780]
excursion-title: WEST COAST FARMERS' EXCURSION TO CANTERBURY.	[509, 51, 607, 67]
omega-watches-ad	[868, 868, 1112, 1216]
dateline: WHANGAREI, June 16.	[167, 437, 233, 445]
